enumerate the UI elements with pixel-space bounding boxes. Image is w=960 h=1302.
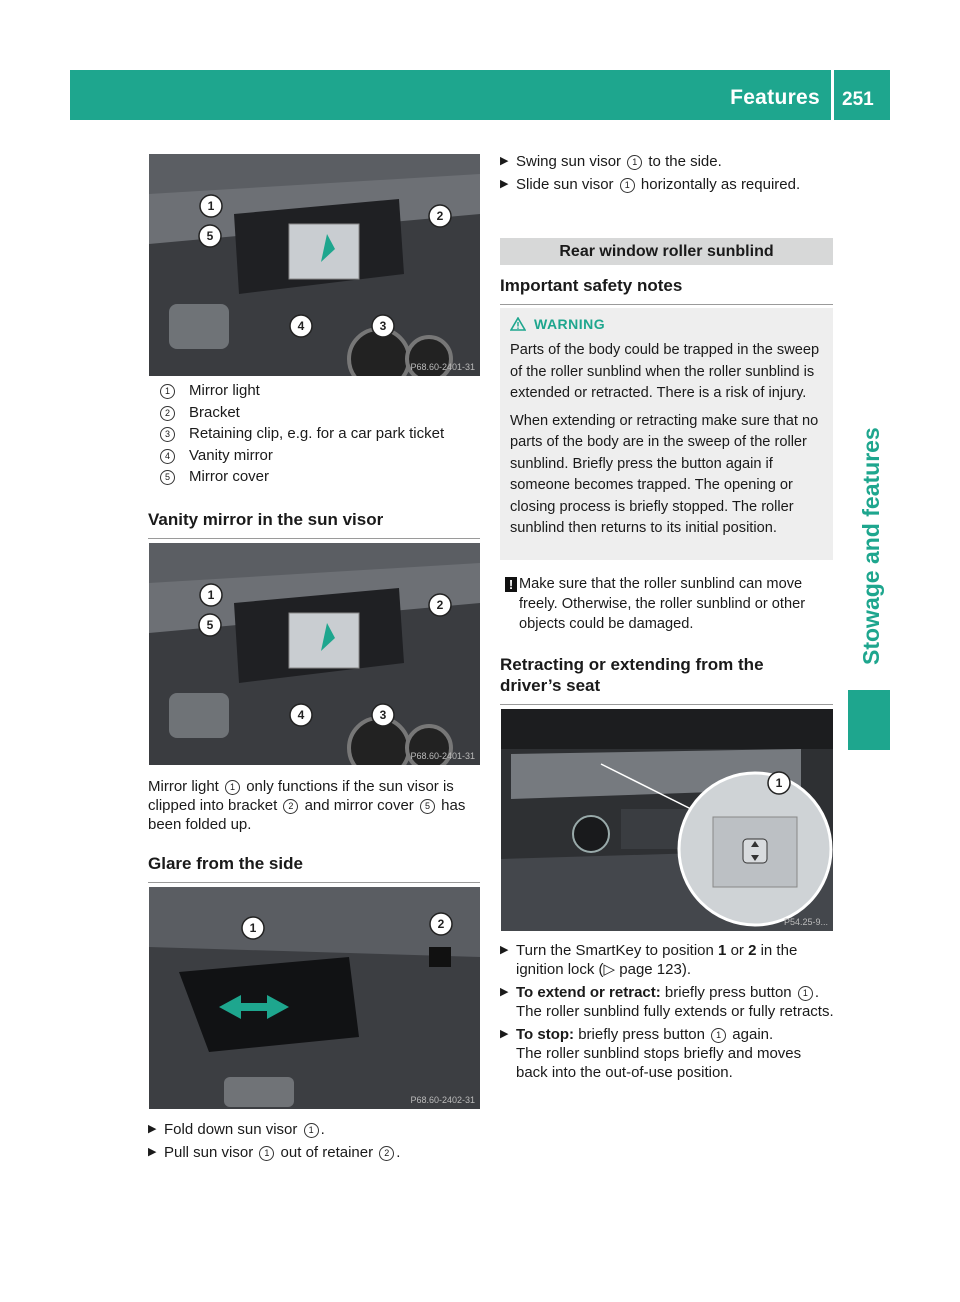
svg-text:2: 2	[437, 917, 445, 931]
warning-triangle-icon	[510, 317, 526, 331]
side-tab-label: Stowage and features	[858, 427, 884, 665]
figure-sun-visor-2	[149, 543, 480, 765]
figure-center-console	[501, 709, 833, 931]
step-item: ▶ To extend or retract: briefly press button 1 . The roller sunblind fully extends or fully retracts.	[500, 984, 834, 1020]
glare-steps	[148, 1120, 482, 1166]
warning-paragraph: When extending or retracting make sure that no parts of the body are in the sweep of the roller sunblind. Briefly press the button again if someone becomes trapped. The opening or closing process is briefly stopped. The roller sunblind then returns to its initial position.	[510, 412, 819, 536]
exclamation-icon: !	[505, 577, 517, 592]
warning-title: WARNING	[534, 316, 606, 332]
step-arrow-icon: ▶	[500, 944, 509, 956]
figure-code: P68.60-2401-31	[410, 362, 475, 372]
step-item: ▶ Fold down sun visor 1 .	[148, 1121, 325, 1138]
step-arrow-icon: ▶	[148, 1123, 157, 1135]
section-banner: Rear window roller sunblind	[500, 238, 833, 265]
vanity-paragraph: Mirror light 1 only functions if the sun visor is clipped into bracket 2 and mirror cover 5 has been folded up.	[148, 778, 466, 833]
warning-header	[510, 316, 823, 332]
page-ref-icon: ▷	[603, 961, 616, 978]
step-arrow-icon: ▶	[500, 155, 509, 167]
svg-text:5: 5	[206, 229, 214, 243]
note-text: Make sure that the roller sunblind can move freely. Otherwise, the roller sunblind or other objects could be damaged.	[519, 576, 806, 632]
svg-text:4: 4	[297, 319, 305, 333]
figure-code: P54.25-9...	[783, 917, 828, 927]
svg-text:4: 4	[297, 708, 305, 722]
step-arrow-icon: ▶	[500, 1028, 509, 1040]
svg-text:3: 3	[379, 319, 387, 333]
retract-steps	[500, 941, 836, 1086]
legend-item: 4 Vanity mirror	[160, 445, 444, 467]
step-arrow-icon: ▶	[500, 178, 509, 190]
step-item: ▶ To stop: briefly press button 1 again. The roller sunblind stops briefly and moves back into the out-of-use position.	[500, 1026, 802, 1081]
svg-text:5: 5	[206, 618, 214, 632]
step-item: ▶ Turn the SmartKey to position 1 or 2 in the ignition lock (▷ page 123).	[500, 942, 798, 978]
legend-item: 2 Bracket	[160, 402, 444, 424]
step-arrow-icon: ▶	[500, 986, 509, 998]
step-item: ▶ Slide sun visor 1 horizontally as required.	[500, 176, 801, 193]
figure-sun-visor-1	[149, 154, 480, 376]
svg-text:1: 1	[775, 776, 783, 790]
side-tab-marker	[848, 690, 890, 750]
legend-list	[160, 380, 444, 488]
warning-box	[500, 308, 833, 560]
note	[500, 574, 836, 634]
step-item: ▶ Pull sun visor 1 out of retainer 2 .	[148, 1144, 401, 1161]
svg-text:1: 1	[207, 199, 215, 213]
legend-item: 5 Mirror cover	[160, 466, 444, 488]
legend-item: 3 Retaining clip, e.g. for a car park ticket	[160, 423, 444, 445]
figure-code: P68.60-2402-31	[410, 1095, 475, 1105]
warning-paragraph: Parts of the body could be trapped in the sweep of the roller sunblind when the roller sunblind is extended or retracted. There is a risk of injury.	[510, 342, 820, 401]
svg-text:3: 3	[379, 708, 387, 722]
figure-code: P68.60-2401-31	[410, 751, 475, 761]
svg-text:2: 2	[436, 598, 444, 612]
section-heading-vanity: Vanity mirror in the sun visor	[148, 510, 480, 539]
svg-text:1: 1	[249, 921, 257, 935]
section-heading-retract: Retracting or extending from the driver’s seat	[500, 654, 833, 705]
svg-text:1: 1	[207, 588, 215, 602]
section-heading-glare: Glare from the side	[148, 854, 480, 883]
page-number: 251	[842, 89, 874, 110]
header-title: Features	[730, 86, 820, 109]
right-steps	[500, 152, 836, 198]
svg-text:2: 2	[436, 209, 444, 223]
section-heading-safety: Important safety notes	[500, 276, 833, 305]
step-arrow-icon: ▶	[148, 1146, 157, 1158]
figure-sun-visor-side	[149, 887, 480, 1109]
legend-item: 1 Mirror light	[160, 380, 444, 402]
header-separator	[831, 70, 834, 120]
step-item: ▶ Swing sun visor 1 to the side.	[500, 153, 722, 170]
